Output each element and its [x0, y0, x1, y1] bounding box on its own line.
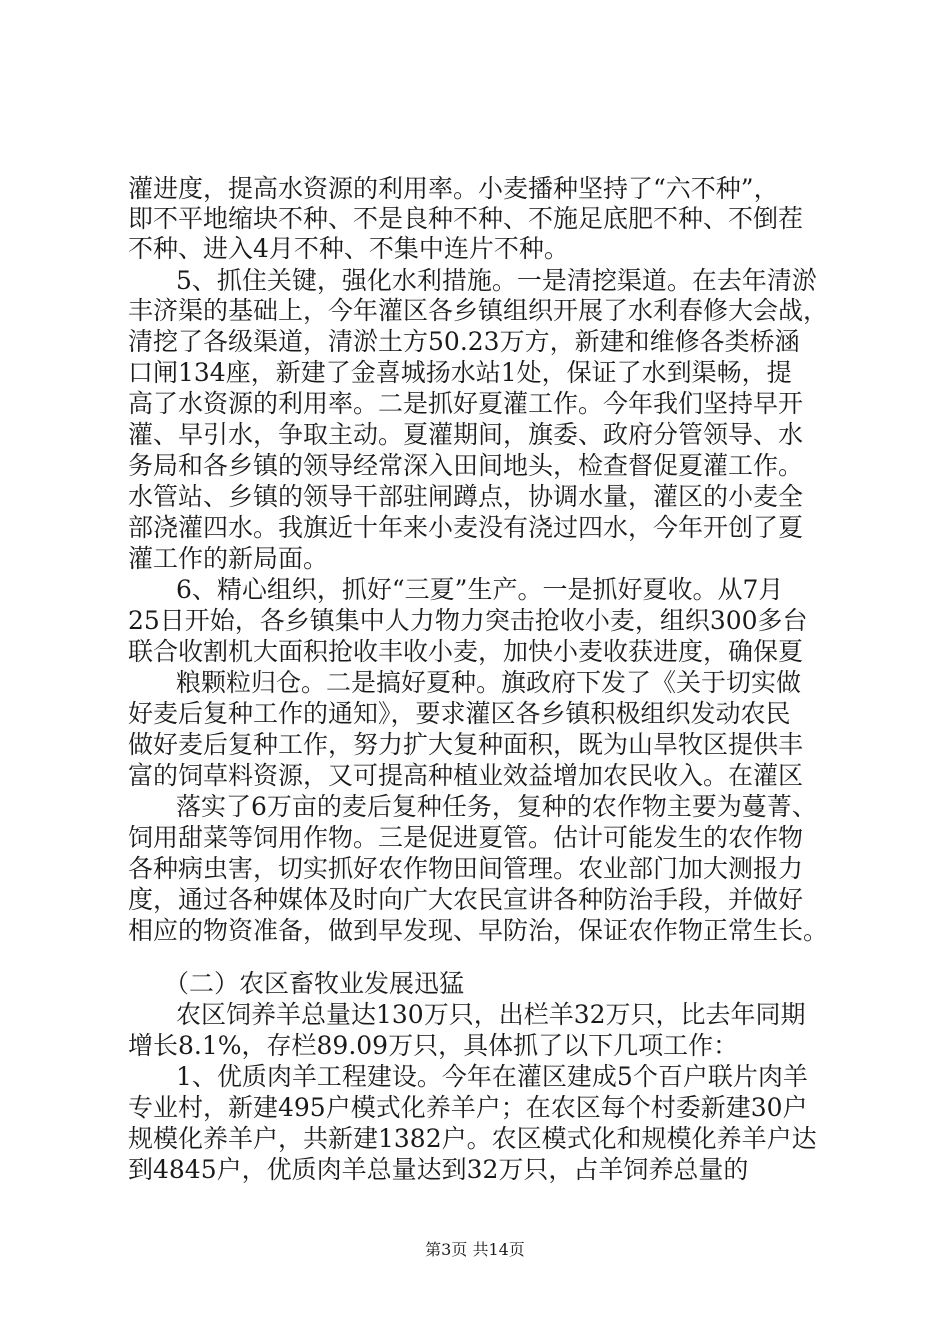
text-line: 灌、早引水，争取主动。夏灌期间，旗委、政府分管领导、水 [128, 420, 804, 449]
text-line: 即不平地缩块不种、不是良种不种、不施足底肥不种、不倒茬 [128, 204, 804, 233]
text-line: 务局和各乡镇的领导经常深入田间地头，检查督促夏灌工作。 [128, 451, 804, 480]
text-line: 好麦后复种工作的通知》，要求灌区各乡镇积极组织发动农民 [128, 699, 791, 728]
text-line: 相应的物资准备，做到早发现、早防治，保证农作物正常生长。 [128, 916, 829, 945]
text-line: 规模化养羊户，共新建1382户。农区模式化和规模化养羊户达 [128, 1124, 817, 1153]
text-line: 专业村，新建495户模式化养羊户；在农区每个村委新建30户 [128, 1093, 808, 1122]
text-line: 口闸134座，新建了金喜城扬水站1处，保证了水到渠畅，提 [128, 358, 792, 387]
text-line: 高了水资源的利用率。二是抓好夏灌工作。今年我们坚持早开 [128, 389, 804, 418]
text-line: 度，通过各种媒体及时向广大农民宣讲各种防治手段，并做好 [128, 885, 804, 914]
text-line: 灌进度，提高水资源的利用率。小麦播种坚持了“六不种”， [128, 174, 779, 203]
text-line: 丰济渠的基础上，今年灌区各乡镇组织开展了水利春修大会战， [128, 296, 829, 325]
text-line: 不种、进入4月不种、不集中连片不种。 [128, 234, 569, 263]
text-line: 富的饲草料资源，又可提高种植业效益增加农民收入。在灌区 [128, 761, 804, 790]
page-number-footer: 第3页 共14页 [425, 1240, 525, 1259]
text-line: 清挖了各级渠道，清淤土方50.23万方，新建和维修各类桥涵 [128, 327, 800, 356]
section-heading: （二）农区畜牧业发展迅猛 [164, 969, 465, 998]
text-line: 粮颗粒归仓。二是搞好夏种。旗政府下发了《关于切实做 [176, 668, 802, 697]
text-line: 增长8.1%，存栏89.09万只，具体抓了以下几项工作： [128, 1031, 739, 1060]
text-line: 农区饲养羊总量达130万只，出栏羊32万只，比去年同期 [176, 1000, 806, 1029]
text-line: 水管站、乡镇的领导干部驻闸蹲点，协调水量，灌区的小麦全 [128, 482, 804, 511]
text-line: 各种病虫害，切实抓好农作物田间管理。农业部门加大测报力 [128, 854, 804, 883]
text-line: 5、抓住关键，强化水利措施。一是清挖渠道。在去年清淤 [176, 266, 817, 295]
text-line: 做好麦后复种工作，努力扩大复种面积，既为山旱牧区提供丰 [128, 730, 804, 759]
text-line: 部浇灌四水。我旗近十年来小麦没有浇过四水，今年开创了夏 [128, 513, 804, 542]
text-line: 灌工作的新局面。 [128, 544, 329, 573]
text-line: 1、优质肉羊工程建设。今年在灌区建成5个百户联片肉羊 [176, 1062, 808, 1091]
text-line: 饲用甜菜等饲用作物。三是促进夏管。估计可能发生的农作物 [128, 823, 804, 852]
text-line: 联合收割机大面积抢收丰收小麦，加快小麦收获进度，确保夏 [128, 637, 804, 666]
text-line: 25日开始，各乡镇集中人力物力突击抢收小麦，组织300多台 [128, 606, 808, 635]
text-line: 落实了6万亩的麦后复种任务，复种的农作物主要为蔓菁、 [176, 792, 817, 821]
text-line: 6、精心组织，抓好“三夏”生产。一是抓好夏收。从7月 [176, 575, 784, 604]
text-line: 到4845户，优质肉羊总量达到32万只，占羊饲养总量的 [128, 1155, 749, 1184]
